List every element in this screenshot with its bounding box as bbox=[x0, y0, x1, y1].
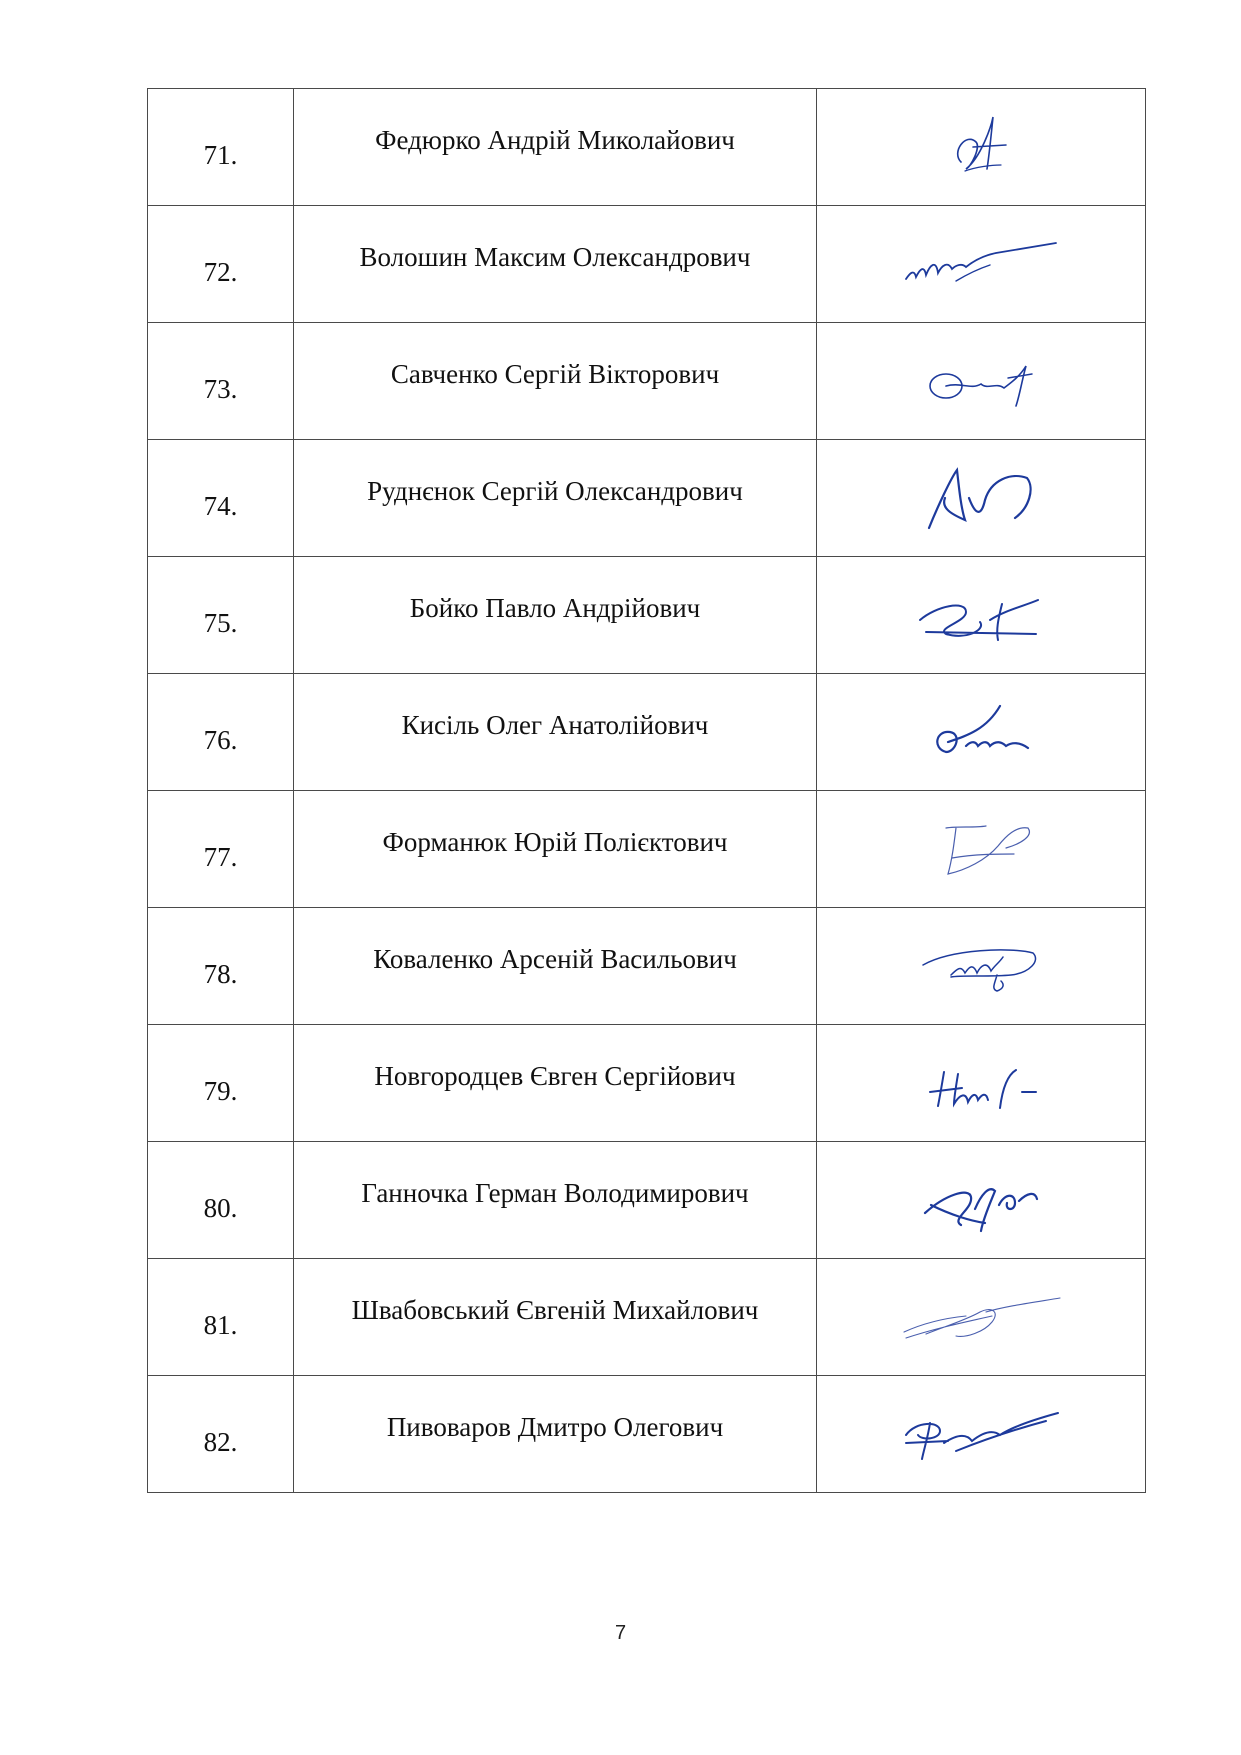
row-number: 74. bbox=[148, 440, 294, 557]
signature-icon bbox=[911, 458, 1051, 538]
full-name: Федюрко Андрій Миколайович bbox=[294, 89, 817, 206]
signature-icon bbox=[916, 814, 1046, 884]
signature-icon bbox=[921, 107, 1041, 187]
row-number: 81. bbox=[148, 1259, 294, 1376]
table-row bbox=[148, 557, 1146, 674]
table-row bbox=[148, 440, 1146, 557]
signature-icon bbox=[916, 346, 1046, 416]
table-row bbox=[148, 1376, 1146, 1493]
full-name: Бойко Павло Андрійович bbox=[294, 557, 817, 674]
full-name: Кисіль Олег Анатолійович bbox=[294, 674, 817, 791]
full-name: Ганночка Герман Володимирович bbox=[294, 1142, 817, 1259]
row-number: 82. bbox=[148, 1376, 294, 1493]
full-name: Волошин Максим Олександрович bbox=[294, 206, 817, 323]
table-row bbox=[148, 1259, 1146, 1376]
signature-cell bbox=[817, 206, 1146, 323]
signature-icon bbox=[896, 229, 1066, 299]
signature-cell bbox=[817, 674, 1146, 791]
signature-cell bbox=[817, 89, 1146, 206]
signature-cell bbox=[817, 1259, 1146, 1376]
row-number: 79. bbox=[148, 1025, 294, 1142]
table-row bbox=[148, 791, 1146, 908]
signature-cell bbox=[817, 1025, 1146, 1142]
table-row bbox=[148, 323, 1146, 440]
signature-icon bbox=[916, 1048, 1046, 1118]
full-name: Руднєнок Сергій Олександрович bbox=[294, 440, 817, 557]
signature-cell bbox=[817, 323, 1146, 440]
signature-icon bbox=[896, 1399, 1066, 1469]
signature-icon bbox=[911, 1165, 1051, 1235]
full-name: Савченко Сергій Вікторович bbox=[294, 323, 817, 440]
row-number: 71. bbox=[148, 89, 294, 206]
row-number: 73. bbox=[148, 323, 294, 440]
table-row bbox=[148, 89, 1146, 206]
signature-icon bbox=[911, 931, 1051, 1001]
row-number: 78. bbox=[148, 908, 294, 1025]
signature-cell bbox=[817, 440, 1146, 557]
table-row bbox=[148, 908, 1146, 1025]
signature-cell bbox=[817, 908, 1146, 1025]
signature-icon bbox=[916, 692, 1046, 772]
row-number: 80. bbox=[148, 1142, 294, 1259]
page-number: 7 bbox=[614, 1622, 627, 1644]
row-number: 77. bbox=[148, 791, 294, 908]
row-number: 72. bbox=[148, 206, 294, 323]
table-row bbox=[148, 206, 1146, 323]
row-number: 75. bbox=[148, 557, 294, 674]
table-row bbox=[148, 1142, 1146, 1259]
full-name: Пивоваров Дмитро Олегович bbox=[294, 1376, 817, 1493]
table-row bbox=[148, 674, 1146, 791]
full-name: Новгородцев Євген Сергійович bbox=[294, 1025, 817, 1142]
signature-icon bbox=[896, 1282, 1066, 1352]
row-number: 76. bbox=[148, 674, 294, 791]
signature-table bbox=[147, 88, 1146, 1493]
signature-cell bbox=[817, 1376, 1146, 1493]
full-name: Коваленко Арсеній Васильович bbox=[294, 908, 817, 1025]
table-row bbox=[148, 1025, 1146, 1142]
signature-table-body bbox=[148, 89, 1146, 1493]
signature-cell bbox=[817, 1142, 1146, 1259]
full-name: Форманюк Юрій Полієктович bbox=[294, 791, 817, 908]
signature-icon bbox=[906, 580, 1056, 650]
signature-cell bbox=[817, 557, 1146, 674]
signature-cell bbox=[817, 791, 1146, 908]
full-name: Швабовський Євгеній Михайлович bbox=[294, 1259, 817, 1376]
